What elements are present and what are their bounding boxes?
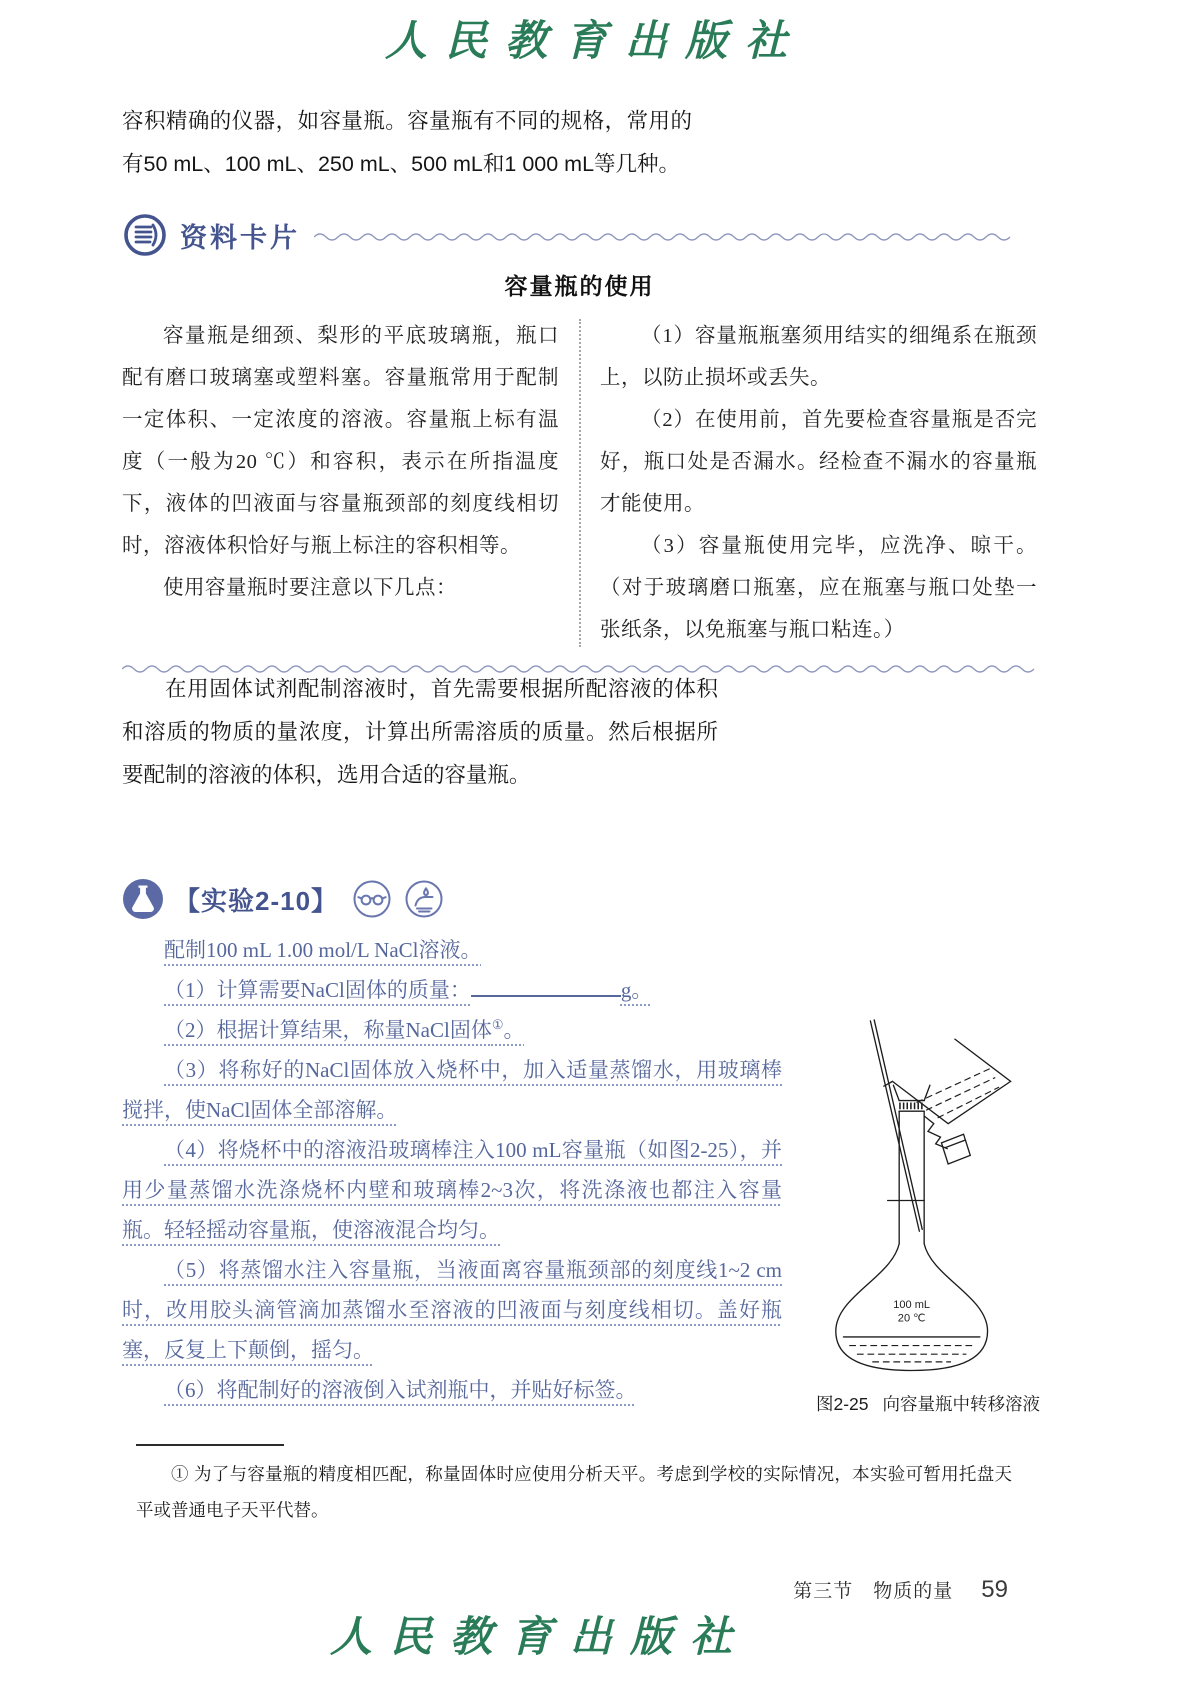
column-divider [579,319,581,647]
experiment-goal: 配制100 mL 1.00 mol/L NaCl溶液。 [164,938,482,962]
eye-protection-icon [352,879,392,919]
experiment-step-5: （5）将蒸馏水注入容量瓶，当液面离容量瓶颈部的刻度线1~2 cm时，改用胶头滴管滴加蒸馏水至溶液的凹液面与刻度线相切。盖好瓶塞，反复上下颠倒，摇匀。 [122,1258,782,1362]
card-title: 容量瓶的使用 [504,273,655,299]
document-lines-icon [122,212,168,258]
experiment-steps [122,930,782,1410]
footnote-text: ① 为了与容量瓶的精度相匹配，称量固体时应使用分析天平。考虑到学校的实际情况，本实验可暂用托盘天平或普通电子天平代替。 [136,1464,1012,1520]
experiment-section [122,876,802,1410]
figure-title: 向容量瓶中转移溶液 [882,1394,1041,1414]
step-1-unit: g。 [620,978,653,1002]
experiment-step-6: （6）将配制好的溶液倒入试剂瓶中，并贴好标签。 [164,1378,637,1402]
data-card-section [122,212,1037,675]
flask-badge-icon [122,878,164,920]
footer-section-title: 第三节 物质的量 [793,1581,954,1602]
step-2-end: 。 [503,1018,525,1042]
card-columns [122,315,1037,651]
card-paragraph: （1）容量瓶瓶塞须用结实的细绳系在瓶颈上，以防止损坏或丢失。 [600,325,1037,389]
flask-volume-label: 100 mL [893,1299,931,1312]
experiment-label: 【实验2-10】 [174,885,339,916]
figure-caption [778,1391,1078,1416]
footnote-divider [136,1444,284,1446]
experiment-step-1 [122,970,782,1010]
card-left-column [122,315,559,651]
safety-icons [352,879,444,919]
page-number: 59 [981,1576,1008,1603]
flask-temperature-label: 20 ℃ [897,1312,926,1325]
wavy-rule-top [314,231,1014,243]
card-paragraph: （3）容量瓶使用完毕，应洗净、晾干。（对于玻璃磨口瓶塞，应在瓶塞与瓶口处垫一张纸条，以免瓶塞与瓶口粘连。） [600,535,1037,641]
card-paragraph: 容量瓶是细颈、梨形的平底玻璃瓶，瓶口配有磨口玻璃塞或塑料塞。容量瓶常用于配制一定体积、一定浓度的溶液。容量瓶上标有温度（一般为20 ℃）和容积，表示在所指温度下，液体的凹液面与容量瓶颈部的刻度线相切时，溶液体积恰好与瓶上标注的容积相等。 [122,325,559,557]
figure-number: 图2-25 [815,1394,869,1414]
fill-in-blank [471,993,621,997]
step-1-text: （1）计算需要NaCl固体的质量： [164,978,471,1002]
card-right-column [600,315,1037,651]
publisher-logo-bottom: 人民教育出版社 [329,1615,750,1661]
step-2-text: （2）根据计算结果，称量NaCl固体 [164,1018,492,1042]
experiment-header [122,876,802,922]
experiment-step-2 [122,1010,782,1050]
card-paragraph: （2）在使用前，首先要检查容量瓶是否完好，瓶口处是否漏水。经检查不漏水的容量瓶才能使用。 [600,409,1037,515]
figure-2-25 [778,1018,1078,1416]
intro-paragraph: 容积精确的仪器，如容量瓶。容量瓶有不同的规格，常用的有50 mL、100 mL、250 mL、500 mL和1 000 mL等几种。 [122,109,692,176]
publisher-logo-top: 人民教育出版社 [384,19,805,65]
page-footer [793,1576,1008,1604]
data-card-label: 资料卡片 [180,222,300,253]
experiment-step-3: （3）将称好的NaCl固体放入烧杯中，加入适量蒸馏水，用玻璃棒搅拌，使NaCl固体全部溶解。 [122,1058,782,1122]
volumetric-flask-illustration [803,1018,1053,1383]
footnote-reference: ① [491,1017,504,1032]
data-card-header [122,212,1037,258]
body-paragraph: 在用固体试剂配制溶液时，首先需要根据所配溶液的体积和溶质的物质的量浓度，计算出所需溶质的质量。然后根据所要配制的溶液的体积，选用合适的容量瓶。 [122,677,718,787]
card-paragraph: 使用容量瓶时要注意以下几点： [163,577,457,599]
experiment-step-4: （4）将烧杯中的溶液沿玻璃棒注入100 mL容量瓶（如图2-25），并用少量蒸馏水洗涤烧杯内壁和玻璃棒2~3次，将洗涤液也都注入容量瓶。轻轻摇动容量瓶，使溶液混合均匀。 [122,1138,782,1242]
hand-hygiene-icon [404,879,444,919]
